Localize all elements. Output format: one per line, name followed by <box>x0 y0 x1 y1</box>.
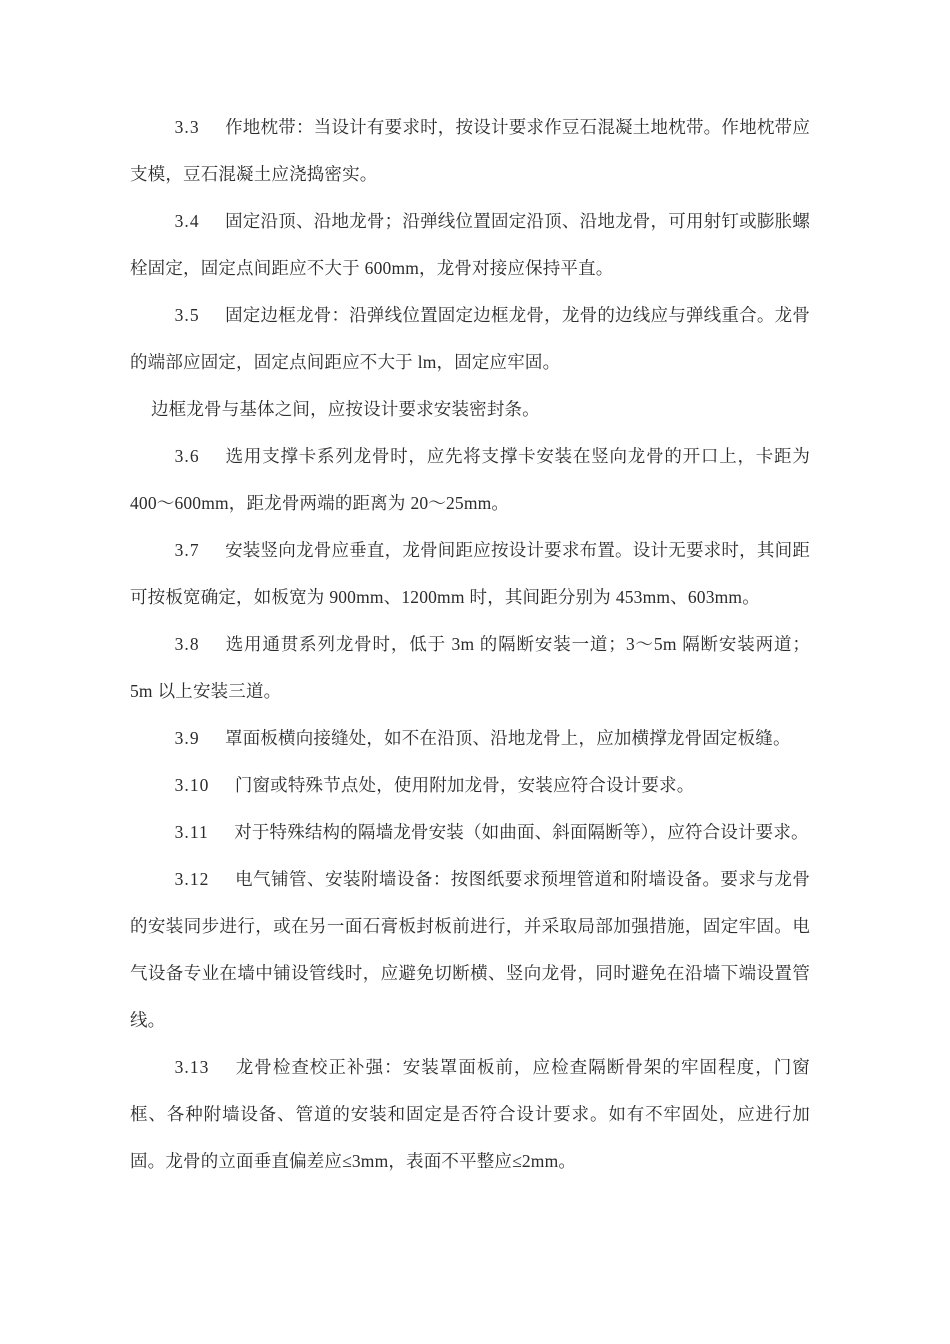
paragraph-text: 选用支撑卡系列龙骨时，应先将支撑卡安装在竖向龙骨的开口上，卡距为 400～600mm，距龙骨两端的距离为 20～25mm。 <box>130 446 810 513</box>
paragraph-3.10 <box>130 762 810 809</box>
paragraph-text: 固定边框龙骨：沿弹线位置固定边框龙骨，龙骨的边线应与弹线重合。龙骨的端部应固定，固定点间距应不大于 lm，固定应牢固。 <box>130 305 810 372</box>
paragraph-text: 对于特殊结构的隔墙龙骨安装（如曲面、斜面隔断等），应符合设计要求。 <box>234 822 809 842</box>
paragraph-text: 门窗或特殊节点处，使用附加龙骨，安装应符合设计要求。 <box>234 775 695 795</box>
paragraph-text: 固定沿顶、沿地龙骨；沿弹线位置固定沿顶、沿地龙骨，可用射钉或膨胀螺栓固定，固定点间距应不大于 600mm，龙骨对接应保持平直。 <box>130 211 810 278</box>
paragraph-3.13 <box>130 1044 810 1185</box>
section-number: 3.12 <box>174 869 210 889</box>
section-number: 3.8 <box>174 634 200 654</box>
paragraph-text: 电气铺管、安装附墙设备：按图纸要求预埋管道和附墙设备。要求与龙骨的安装同步进行，或在另一面石膏板封板前进行，并采取局部加强措施，固定牢固。电气设备专业在墙中铺设管线时，应避免切断横、竖向龙骨，同时避免在沿墙下端设置管线。 <box>130 869 810 1030</box>
section-number: 3.6 <box>174 446 200 466</box>
paragraph-3.3 <box>130 104 810 198</box>
paragraph-text: 选用通贯系列龙骨时，低于 3m 的隔断安装一道；3～5m 隔断安装两道；5m 以上安装三道。 <box>130 634 810 701</box>
section-number: 3.3 <box>174 117 200 137</box>
paragraph-text: 罩面板横向接缝处，如不在沿顶、沿地龙骨上，应加横撑龙骨固定板缝。 <box>225 728 791 748</box>
section-number: 3.4 <box>174 211 200 231</box>
paragraph-text: 边框龙骨与基体之间，应按设计要求安装密封条。 <box>151 399 540 419</box>
section-number: 3.10 <box>174 775 210 795</box>
paragraph-3.8 <box>130 621 810 715</box>
paragraph-3.4 <box>130 198 810 292</box>
paragraph-3.11 <box>130 809 810 856</box>
paragraph-3.5-note <box>130 386 810 433</box>
section-number: 3.7 <box>174 540 200 560</box>
paragraph-3.12 <box>130 856 810 1044</box>
section-number: 3.9 <box>174 728 200 748</box>
paragraph-text: 安装竖向龙骨应垂直，龙骨间距应按设计要求布置。设计无要求时，其间距可按板宽确定，如板宽为 900mm、1200mm 时，其间距分别为 453mm、603mm。 <box>130 540 810 607</box>
paragraph-3.9 <box>130 715 810 762</box>
paragraph-3.6 <box>130 433 810 527</box>
section-number: 3.5 <box>174 305 200 325</box>
paragraph-text: 作地枕带：当设计有要求时，按设计要求作豆石混凝土地枕带。作地枕带应支模，豆石混凝土应浇捣密实。 <box>130 117 810 184</box>
section-number: 3.13 <box>174 1057 210 1077</box>
document-text-body <box>130 104 810 1185</box>
paragraph-text: 龙骨检查校正补强：安装罩面板前，应检查隔断骨架的牢固程度，门窗框、各种附墙设备、管道的安装和固定是否符合设计要求。如有不牢固处，应进行加固。龙骨的立面垂直偏差应≤3mm，表面不平整应≤2mm。 <box>130 1057 810 1171</box>
paragraph-3.5 <box>130 292 810 386</box>
paragraph-3.7 <box>130 527 810 621</box>
section-number: 3.11 <box>174 822 209 842</box>
